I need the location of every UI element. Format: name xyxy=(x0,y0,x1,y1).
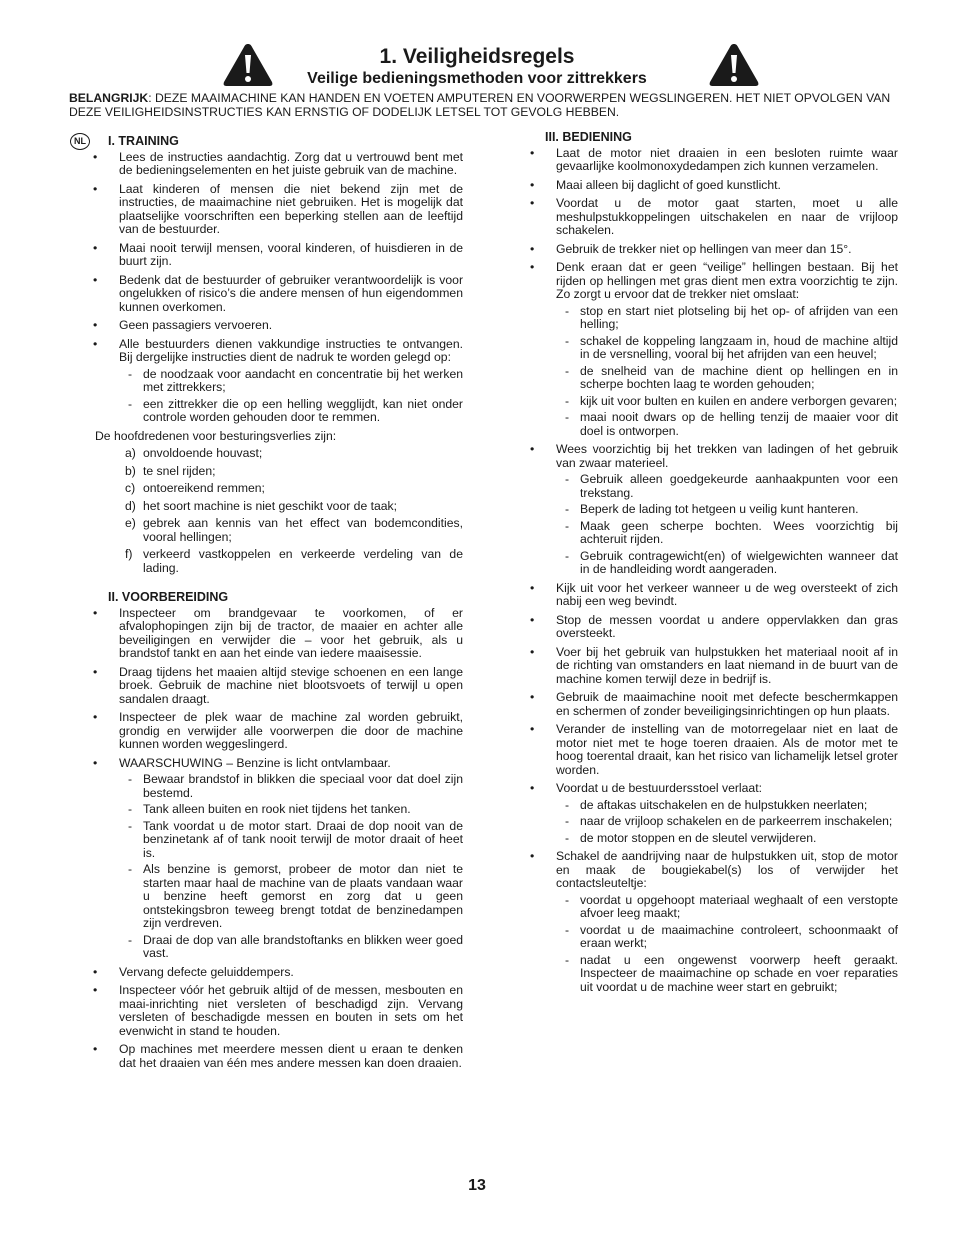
sub-list-item: - Maak geen scherpe bochten. Wees voorzichtig bij achteruit rijden. xyxy=(556,520,898,547)
list-item xyxy=(91,757,463,961)
list-item: • Op machines met meerdere messen dient u eraan te denken dat het draaien van één mes andere messen kan doen draaien. xyxy=(91,1043,463,1070)
right-column xyxy=(528,131,898,999)
sub-list-item: - de motor stoppen en de sleutel verwijderen. xyxy=(556,832,898,846)
sub-list-item: - Als benzine is gemorst, probeer de motor dan niet te starten maar haal de machine van de plaats vandaan waar u benzine heeft gemorst en zorg dat u geen ontstekingsbron teweeg brengt totdat de benzinedampen zijn verdreven. xyxy=(119,863,463,931)
sub-list-item: - de noodzaak voor aandacht en concentratie bij het werken met zittrekkers; xyxy=(119,368,463,395)
preparation-list xyxy=(91,607,463,1071)
list-item-text: Alle bestuurders dienen vakkundige instructies te ontvangen. Bij dergelijke instructies dient de nadruk te worden gelegd op: xyxy=(119,336,463,364)
list-item: • Geen passagiers vervoeren. xyxy=(91,319,463,333)
sub-list-item: - maai nooit dwars op de helling tenzij de maaier voor dit doel is ontworpen. xyxy=(556,411,898,438)
list-marker: f) xyxy=(125,547,133,561)
operation-list xyxy=(528,147,898,995)
list-item: • Laat de motor niet draaien in een besloten ruimte waar gevaarlijke koolmonoxydedampen zich kunnen verzamelen. xyxy=(528,147,898,174)
list-item xyxy=(91,548,463,575)
list-item: • Voer bij het gebruik van hulpstukken het materiaal nooit af in de richting van omstanders en laat niemand in de buurt van de machine komen terwijl deze in bedrijf is. xyxy=(528,646,898,687)
sub-list-item: - de snelheid van de machine dient op hellingen en in scherpe bochten laag te worden gehouden; xyxy=(556,365,898,392)
sub-list-item: - Draai de dop van alle brandstoftanks en blikken weer goed vast. xyxy=(119,934,463,961)
list-item-text: verkeerd vastkoppelen en verkeerde verdeling van de lading. xyxy=(143,547,463,575)
list-marker: e) xyxy=(125,516,136,530)
training-list xyxy=(91,151,463,425)
sub-list-item: - Tank voordat u de motor start. Draai de dop nooit van de benzinetank af of tank nooit terwijl de motor draait of heet is. xyxy=(119,820,463,861)
list-item: • Inspecteer om brandgevaar te voorkomen, of er afvalophopingen zijn bij de tractor, de maaier en achter alle beveiligingen en verwijder die – voor het gebruik, als u brandstof tankt en aan het einde van iedere maaisessie. xyxy=(91,607,463,661)
sub-list-item: - Beperk de lading tot hetgeen u veilig kunt hanteren. xyxy=(556,503,898,517)
list-item-text: te snel rijden; xyxy=(143,463,216,478)
sub-list-item: - schakel de koppeling langzaam in, houd de machine altijd in de versnelling, vooral bij het afrijden van een heuvel; xyxy=(556,335,898,362)
list-item xyxy=(91,447,463,461)
list-item-text: onvoldoende houvast; xyxy=(143,446,263,460)
sub-list-item: - voordat u de maaimachine controleert, schoonmaakt of eraan werkt; xyxy=(556,924,898,951)
list-item: • Voordat u de motor gaat starten, moet u alle meshulpstukkoppelingen uitschakelen en naar de vrijloop schakelen. xyxy=(528,197,898,238)
list-item xyxy=(528,850,898,994)
causes-intro: De hoofdredenen voor besturingsverlies zijn: xyxy=(95,428,337,443)
list-item: • Lees de instructies aandachtig. Zorg dat u vertrouwd bent met de bedieningselementen en het juiste gebruik van de machine. xyxy=(91,151,463,178)
sub-list-item: - naar de vrijloop schakelen en de parkeerrem inschakelen; xyxy=(556,815,898,829)
list-item-text: WAARSCHUWING – Benzine is licht ontvlambaar. xyxy=(119,755,391,770)
page-number: 13 xyxy=(468,1177,486,1194)
sub-list xyxy=(556,799,898,846)
section-heading-operation: III. BEDIENING xyxy=(545,130,632,144)
list-item-text: Denk eraan dat er geen “veilige” hellingen bestaan. Bij het rijden op hellingen met gras dient men extra voorzichtig te zijn. Zo zorgt u ervoor dat de trekker niet omslaat: xyxy=(556,260,898,301)
important-text: : DEZE MAAIMACHINE KAN HANDEN EN VOETEN AMPUTEREN EN VOORWERPEN WEGSLINGEREN. HET NIET OPVOLGEN VAN DEZE VEILIGHEIDSINSTRUCTIES KAN ERNSTIG OF DODELIJK LETSEL TOT GEVOLG HEBBEN. xyxy=(69,91,891,119)
list-item: • Inspecteer vóór het gebruik altijd of de messen, mesbouten en maai-inrichting niet versleten of beschadigd zijn. Vervang versleten of beschadigde messen en bouten in sets om het evenwicht in stand te houden. xyxy=(91,984,463,1038)
sub-list-item: - Gebruik contragewicht(en) of wielgewichten wanneer dat in de handleiding wordt aangeraden. xyxy=(556,550,898,577)
list-marker: c) xyxy=(125,481,136,495)
sub-list xyxy=(556,305,898,439)
sub-list xyxy=(119,773,463,961)
list-item: • Draag tijdens het maaien altijd stevige schoenen en een lange broek. Gebruik de machine niet blootsvoets of terwijl u open sandalen draagt. xyxy=(91,666,463,707)
list-marker: d) xyxy=(125,498,136,513)
list-item-text: gebrek aan kennis van het effect van bodemcondities, vooral hellingen; xyxy=(143,516,463,544)
important-notice xyxy=(69,92,901,119)
list-item: • Kijk uit voor het verkeer wanneer u de weg oversteekt of zich nabij een weg bevindt. xyxy=(528,582,898,609)
page-subtitle: Veilige bedieningsmethoden voor zittrekkers xyxy=(307,70,647,87)
sub-list xyxy=(556,473,898,577)
list-item xyxy=(91,338,463,425)
list-item xyxy=(91,517,463,544)
list-item xyxy=(528,782,898,845)
list-item: • Laat kinderen of mensen die niet bekend zijn met de instructies, de maaimachine niet gebruiken. Het is mogelijk dat plaatselijke voorschriften een beperking stellen aan de leeftijd van de bestuurder. xyxy=(91,183,463,237)
left-column xyxy=(91,135,463,1075)
list-item: • Maai alleen bij daglicht of goed kunstlicht. xyxy=(528,179,898,193)
list-item: • Gebruik de maaimachine nooit met defecte beschermkappen en schermen of zonder beveiligingsinrichtingen op hun plaats. xyxy=(528,691,898,718)
list-item-text: Wees voorzichtig bij het trekken van ladingen of het gebruik van zwaar materieel. xyxy=(556,442,898,470)
list-item: • Stop de messen voordat u andere oppervlakken dan gras oversteekt. xyxy=(528,614,898,641)
list-item: • Vervang defecte geluiddempers. xyxy=(91,966,463,980)
sub-list-item: - voordat u opgehoopt materiaal weghaalt of een verstopte afvoer leeg maakt; xyxy=(556,894,898,921)
causes-list xyxy=(91,447,463,575)
list-item: • Verander de instelling van de motorregelaar niet en laat de motor niet met te hoge toeren draaien. Als de motor met te hoog toerental draait, kan het risico van lichamelijk letsel groter worden. xyxy=(528,723,898,777)
list-item xyxy=(528,261,898,438)
list-item: • Inspecteer de plek waar de machine zal worden gebruikt, grondig en verwijder alle voorwerpen die door de machine kunnen worden weggeslingerd. xyxy=(91,711,463,752)
list-item: • Maai nooit terwijl mensen, vooral kinderen, of huisdieren in de buurt zijn. xyxy=(91,242,463,269)
list-item xyxy=(528,443,898,577)
section-heading-training: I. TRAINING xyxy=(108,134,179,148)
list-item: • Bedenk dat de bestuurder of gebruiker verantwoordelijk is voor ongelukken of risico’s die andere mensen of hun eigendommen kunnen overkomen. xyxy=(91,274,463,315)
sub-list-item: - Tank alleen buiten en rook niet tijdens het tanken. xyxy=(119,803,463,817)
sub-list-item: - de aftakas uitschakelen en de hulpstukken neerlaten; xyxy=(556,799,898,813)
list-item-text: het soort machine is niet geschikt voor de taak; xyxy=(143,498,398,513)
list-item xyxy=(91,482,463,496)
section-heading-preparation: II. VOORBEREIDING xyxy=(108,590,229,604)
sub-list-item: - kijk uit voor bulten en kuilen en andere verborgen gevaren; xyxy=(556,395,898,409)
list-item-text: ontoereikend remmen; xyxy=(143,481,265,495)
page-title: 1. Veiligheidsregels xyxy=(379,45,575,68)
list-marker: a) xyxy=(125,446,136,460)
sub-list-item: - een zittrekker die op een helling wegglijdt, kan niet onder controle worden gehouden door te remmen. xyxy=(119,398,463,425)
list-item-text: Voordat u de bestuurdersstoel verlaat: xyxy=(556,781,762,795)
list-item-text: Schakel de aandrijving naar de hulpstukken uit, stop de motor en maak de bougiekabel(s) los of verwijder het contactsleuteltje: xyxy=(556,849,898,890)
list-item xyxy=(91,465,463,479)
important-label: BELANGRIJK xyxy=(69,91,149,105)
sub-list-item: - Gebruik alleen goedgekeurde aanhaakpunten voor een trekstang. xyxy=(556,473,898,500)
sub-list-item: - nadat u een ongewenst voorwerp heeft geraakt. Inspecteer de maaimachine op schade en voer reparaties uit voordat u de machine weer start en gebruikt; xyxy=(556,954,898,995)
sub-list-item: - Bewaar brandstof in blikken die speciaal voor dat doel zijn bestemd. xyxy=(119,773,463,800)
language-badge: NL xyxy=(70,133,90,150)
sub-list-item: - stop en start niet plotseling bij het op- of afrijden van een helling; xyxy=(556,305,898,332)
list-item: • Gebruik de trekker niet op hellingen van meer dan 15°. xyxy=(528,243,898,257)
sub-list xyxy=(119,368,463,425)
list-marker: b) xyxy=(125,463,136,478)
sub-list xyxy=(556,894,898,995)
list-item xyxy=(91,500,463,514)
